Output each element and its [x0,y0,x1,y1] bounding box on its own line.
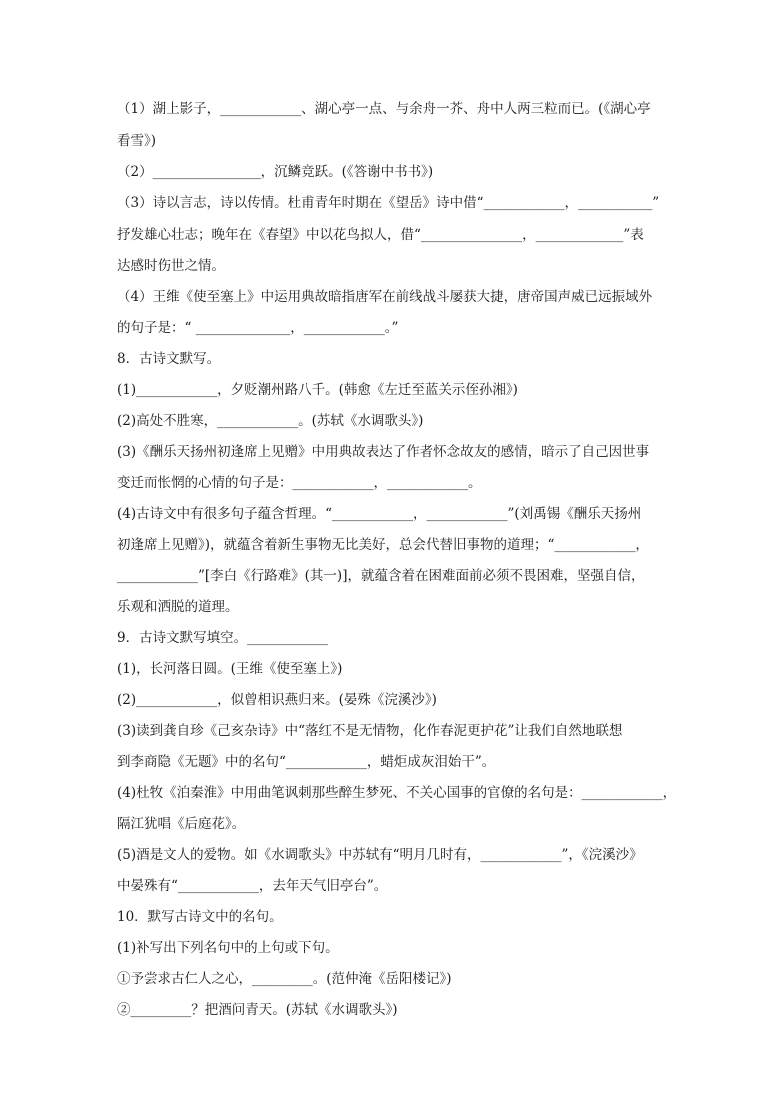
text-line: (4)古诗文中有很多句子蕴含哲理。“____________，____________”(刘禹锡《酬乐天扬州 [117,506,642,522]
text-line: (3)《酬乐天扬州初逢席上见赠》中用典故表达了作者怀念故友的感情，暗示了自己因世事 [117,444,650,460]
text-line: （1）湖上影子，____________、湖心亭一点、与余舟一芥、舟中人两三粒而已。(《湖心亭 [117,101,651,117]
text-line: 变迁而怅惘的心情的句子是：____________，____________。 [117,475,482,491]
text-line: (2)____________，似曾相识燕归来。(晏殊《浣溪沙》) [117,692,437,708]
text-line: ②_________？把酒问青天。(苏轼《水调歌头》) [117,1002,398,1018]
text-line: 初逢席上见赠》)，就蕴含着新生事物无比美好，总会代替旧事物的道理；“____________， [117,537,649,553]
question-heading: 10．默写古诗文中的名句。 [117,909,283,925]
text-line: (1)补写出下列名句中的上句或下句。 [117,940,339,956]
text-line: (1)，长河落日圆。(王维《使至塞上》) [117,661,343,677]
text-line: (4)杜牧《泊秦淮》中用曲笔讽刺那些醉生梦死、不关心国事的官僚的名句是：____________， [117,785,677,801]
text-line: （4）王维《使至塞上》中运用典故暗指唐军在前线战斗屡获大捷，唐帝国声威已远振域外 [117,289,653,305]
text-line: (1)____________，夕贬潮州路八千。(韩愈《左迁至蓝关示侄孙湘》) [117,382,518,398]
question-heading: 8．古诗文默写。 [117,351,221,367]
text-line: (3)读到龚自珍《己亥杂诗》中“落红不是无情物，化作春泥更护花”让我们自然地联想 [117,723,623,739]
text-line: ①予尝求古仁人之心，_________。(范仲淹《岳阳楼记》) [117,971,452,987]
text-line: 抒发雄心壮志；晚年在《春望》中以花鸟拟人，借“_______________，_____________”表 [117,227,644,243]
question-heading: 9．古诗文默写填空。____________ [117,630,329,646]
text-line: 隔江犹唱《后庭花》。 [117,816,246,832]
text-line: 的句子是：“ ______________，____________。” [117,320,399,336]
text-line: 达感时伤世之情。 [117,258,225,274]
text-line: (5)酒是文人的爱物。如《水调歌头》中苏轼有“明月几时有，____________”，《浣溪沙》 [117,847,643,863]
text-line: （2）________________，沉鳞竞跃。(《答谢中书书》) [117,164,434,180]
text-line: 中晏殊有“____________，去年天气旧亭台”。 [117,878,388,894]
text-line: (2)高处不胜寒，____________。(苏轼《水调歌头》) [117,413,424,429]
text-line: 看雪》) [117,133,157,149]
text-line: 到李商隐《无题》中的名句“____________，蜡炬成灰泪始干”。 [117,754,496,770]
text-line: 乐观和洒脱的道理。 [117,599,239,615]
text-line: （3）诗以言志，诗以传情。杜甫青年时期在《望岳》诗中借“____________，___________” [117,195,660,211]
text-line: ____________”[李白《行路难》(其一)]，就蕴含着在困难面前必须不畏困难，坚强自信， [117,568,645,584]
